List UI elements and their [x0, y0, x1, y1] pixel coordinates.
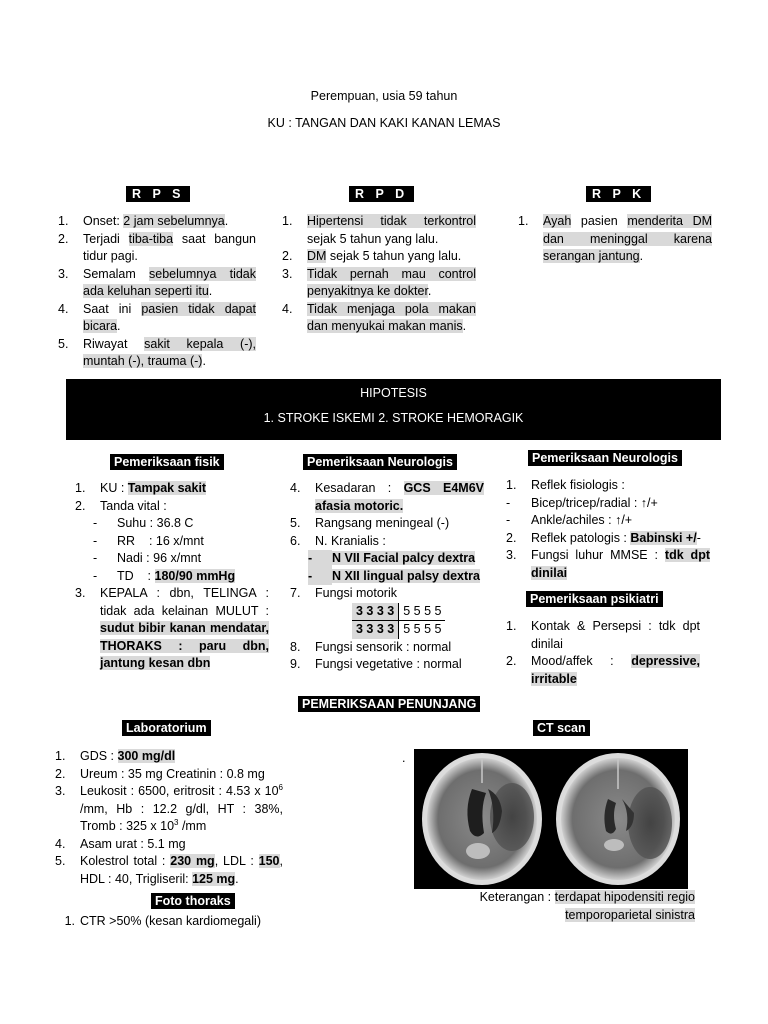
rps-item: 1. Onset: 2 jam sebelumnya.: [58, 214, 229, 228]
rpk-item: 1. Ayah pasien menderita DM dan meninggal karena serangan jantung.: [518, 214, 713, 263]
lab-title: Laboratorium: [122, 720, 211, 738]
motor-table-wrap: [290, 603, 484, 639]
fisik-title: Pemeriksaan fisik: [110, 454, 224, 472]
rpd-item: 3. Tidak pernah mau control penyakitnya ke dokter.: [282, 266, 476, 298]
ct-finding: terdapat hipodensiti regio temporoparietal sinistra: [554, 890, 695, 922]
rpk-list: [518, 213, 712, 266]
rps-item: 2. Terjadi tiba-tiba saat bangun tidur pagi.: [58, 231, 256, 263]
rps-list: [58, 213, 256, 371]
ct-scan-image: [414, 749, 688, 889]
rps-title: R P S: [126, 186, 190, 204]
neuro2-title: Pemeriksaan Neurologis: [528, 450, 682, 468]
neuro1-title: Pemeriksaan Neurologis: [303, 454, 457, 472]
chief-complaint: KU : TANGAN DAN KAKI KANAN LEMAS: [267, 116, 501, 130]
lab-list: 1. GDS : 300 mg/dl 2. Ureum : 35 mg Creatinin : 0.8 mg 3. Leukosit : 6500, eritrosit : 4.53 x $10^6$ /mm, Hb : 12.2 g/dl, HT : 38%, Tromb : 325 x $10^3$ /mm 4. Asam urat : 5.1 mg 5. Kolestrol total : 230 mg, LDL : 150, HDL : 40, Trigliseril: 125 mg.: [55, 749, 283, 886]
ct-caption: Keterangan : terdapat hipodensiti regio temporoparietal sinistra: [479, 890, 695, 922]
thoraks-title: Foto thoraks: [151, 893, 235, 911]
kranial-n12: - N XII lingual palsy dextra: [290, 568, 484, 586]
rpd-title: R P D: [349, 186, 414, 204]
rps-item: 3. Semalam sebelumnya tidak ada keluhan seperti itu.: [58, 266, 256, 298]
gcs-value: GCS E4M6V afasia motoric.: [315, 481, 484, 513]
motor-cell: 5 5 5 5: [403, 622, 442, 636]
vital-rr: - RR : 16 x/mnt: [93, 533, 204, 548]
hypothesis-box: [66, 379, 721, 440]
fisik-list: 1. KU : Tampak sakit 2. Tanda vital : - Suhu : 36.8 C - RR : 16 x/mnt - Nadi : 96 x/mnt - TD : 180/90 mmHg 3. KEPALA : dbn, TELINGA : tidak ada kelainan MULUT : sudut bibir kanan mendatar, THORAKS : paru dbn, jantung kesan dbn: [75, 480, 269, 673]
vital-nadi: - Nadi : 96 x/mnt: [93, 551, 202, 565]
penunjang-title: PEMERIKSAAN PENUNJANG: [298, 696, 480, 714]
fisik-item-3: 3. KEPALA : dbn, TELINGA : tidak ada kelainan MULUT : sudut bibir kanan mendatar, THORAKS : paru dbn, jantung kesan dbn: [75, 586, 269, 670]
gds-value: 300 mg/dl: [117, 749, 176, 763]
hypothesis-title: HIPOTESIS: [360, 386, 427, 400]
rps-item: 4. Saat ini pasien tidak dapat bicara.: [58, 301, 257, 333]
kranial-n7: - N VII Facial palcy dextra: [290, 550, 484, 568]
rpd-item: 2. DM sejak 5 tahun yang lalu.: [282, 249, 462, 263]
motor-strength-table: [352, 603, 445, 639]
neuro1-list: 4. Kesadaran : GCS E4M6V afasia motoric. 5. Rangsang meningeal (-) 6. N. Kranialis : - N VII Facial palcy dextra - N XII lingual palsy dextra 7. Fungsi motorik 3 3 3 3 5 5 5 5 3 3 3 3 5 5 5 5 8. Fungsi sensorik : normal 9. Fungsi vegetative : normal: [290, 481, 484, 671]
psikiatri-title: Pemeriksaan psikiatri: [526, 591, 663, 609]
psikiatri-list: 1. Kontak & Persepsi : tdk dpt dinilai 2. Mood/affek : depressive, irritable: [506, 619, 700, 686]
ku-value: Tampak sakit: [127, 481, 207, 495]
ct-dot: .: [402, 751, 406, 765]
neuro2-list: 1. Reflek fisiologis : - Bicep/tricep/radial : ↑/+ - Ankle/achiles : ↑/+ 2. Reflek patologis : Babinski +/- 3. Fungsi luhur MMSE : tdk dpt dinilai: [506, 478, 710, 580]
rpk-title: R P K: [586, 186, 651, 204]
motor-cell: 3 3 3 3: [352, 621, 399, 639]
patient-info: Perempuan, usia 59 tahun: [310, 89, 458, 103]
ct-title: CT scan: [533, 720, 590, 738]
vital-td: - TD : 180/90 mmHg: [93, 568, 236, 583]
motor-cell: 5 5 5 5: [403, 603, 442, 618]
rpd-item: 1. Hipertensi tidak terkontrol sejak 5 tahun yang lalu.: [282, 214, 476, 246]
rps-item: 5. Riwayat sakit kepala (-), muntah (-), trauma (-).: [58, 336, 256, 368]
thoraks-list: 1. CTR >50% (kesan kardiomegali): [64, 914, 261, 928]
rpd-list: [282, 213, 476, 336]
babinski-value: Babinski +/: [630, 530, 697, 545]
vital-suhu: - Suhu : 36.8 C: [93, 516, 194, 530]
hypothesis-text: 1. STROKE ISKEMI 2. STROKE HEMORAGIK: [263, 411, 524, 425]
rpd-item: 4. Tidak menjaga pola makan dan menyukai makan manis.: [282, 301, 476, 333]
motor-cell: 3 3 3 3: [352, 603, 399, 621]
